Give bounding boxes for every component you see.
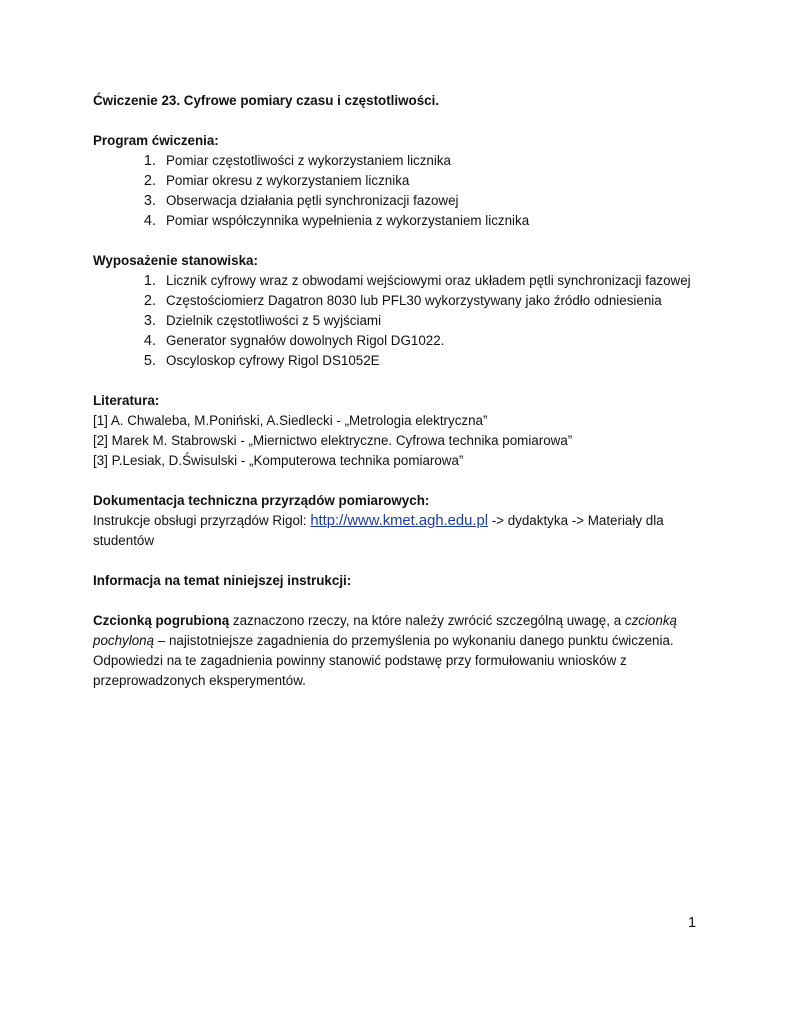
list-item — [93, 191, 713, 211]
item-number: 1. — [143, 153, 156, 169]
docs-suffix: -> dydaktyka -> Materiały dla studentów — [93, 513, 664, 548]
item-text: Licznik cyfrowy wraz z obwodami wejściowymi oraz układem pętli synchronizacji fazowej — [166, 273, 691, 288]
info-heading: Informacja na temat niniejszej instrukcji: — [93, 573, 352, 588]
item-text: Częstościomierz Dagatron 8030 lub PFL30 wykorzystywany jako źródło odniesienia — [166, 293, 662, 308]
program-section — [93, 131, 713, 231]
list-item — [93, 271, 713, 291]
item-text: Obserwacja działania pętli synchronizacji fazowej — [166, 193, 459, 208]
literature-heading: Literatura: — [93, 393, 160, 408]
literature-item: [3] P.Lesiak, D.Świsulski - „Komputerowa technika pomiarowa” — [93, 453, 464, 468]
page-number: 1 — [688, 915, 697, 931]
list-item — [93, 311, 713, 331]
item-text: Generator sygnałów dowolnych Rigol DG1022. — [166, 333, 445, 348]
item-text: Dzielnik częstotliwości z 5 wyjściami — [166, 313, 382, 328]
item-number: 3. — [143, 313, 156, 329]
docs-paragraph — [93, 511, 713, 551]
kmet-link[interactable]: http://www.kmet.agh.edu.pl — [310, 513, 488, 529]
docs-section — [93, 491, 713, 551]
item-number: 2. — [143, 293, 156, 309]
info-paragraph — [93, 611, 713, 691]
item-number: 4. — [143, 333, 156, 349]
document-page — [93, 91, 713, 691]
program-list — [93, 151, 713, 231]
list-item — [93, 151, 713, 171]
item-text: Pomiar okresu z wykorzystaniem licznika — [166, 173, 410, 188]
literature-section — [93, 391, 713, 471]
item-text: Pomiar współczynnika wypełnienia z wykorzystaniem licznika — [166, 213, 530, 228]
equipment-heading: Wyposażenie stanowiska: — [93, 253, 258, 268]
literature-item: [2] Marek M. Stabrowski - „Miernictwo elektryczne. Cyfrowa technika pomiarowa” — [93, 433, 573, 448]
equipment-section — [93, 251, 713, 371]
item-number: 3. — [143, 193, 156, 209]
list-item — [93, 171, 713, 191]
literature-item: [1] A. Chwaleba, M.Poniński, A.Siedlecki - „Metrologia elektryczna” — [93, 413, 488, 428]
docs-prefix: Instrukcje obsługi przyrządów Rigol: — [93, 513, 311, 528]
list-item — [93, 351, 713, 371]
docs-heading: Dokumentacja techniczna przyrządów pomiarowych: — [93, 493, 430, 508]
info-text-1: zaznaczono rzeczy, na które należy zwrócić szczególną uwagę, a — [229, 613, 625, 628]
info-text-2: – najistotniejsze zagadnienia do przemyślenia po wykonaniu danego punktu ćwiczenia. Odpowiedzi na te zagadnienia powinny stanowić podstawę przy formułowaniu wniosków z przeprowadzonych eksperymentów. — [93, 633, 674, 688]
equipment-list — [93, 271, 713, 371]
info-section — [93, 571, 713, 591]
exercise-title: Ćwiczenie 23. Cyfrowe pomiary czasu i częstotliwości. — [93, 93, 440, 108]
item-number: 2. — [143, 173, 156, 189]
item-number: 5. — [143, 353, 156, 369]
program-heading: Program ćwiczenia: — [93, 133, 219, 148]
list-item — [93, 211, 713, 231]
item-text: Pomiar częstotliwości z wykorzystaniem licznika — [166, 153, 451, 168]
item-number: 4. — [143, 213, 156, 229]
item-number: 1. — [143, 273, 156, 289]
item-text: Oscyloskop cyfrowy Rigol DS1052E — [166, 353, 380, 368]
bold-note: Czcionką pogrubioną — [93, 613, 230, 628]
list-item — [93, 291, 713, 311]
italic-note: czcionką pochyloną — [93, 613, 677, 648]
list-item — [93, 331, 713, 351]
